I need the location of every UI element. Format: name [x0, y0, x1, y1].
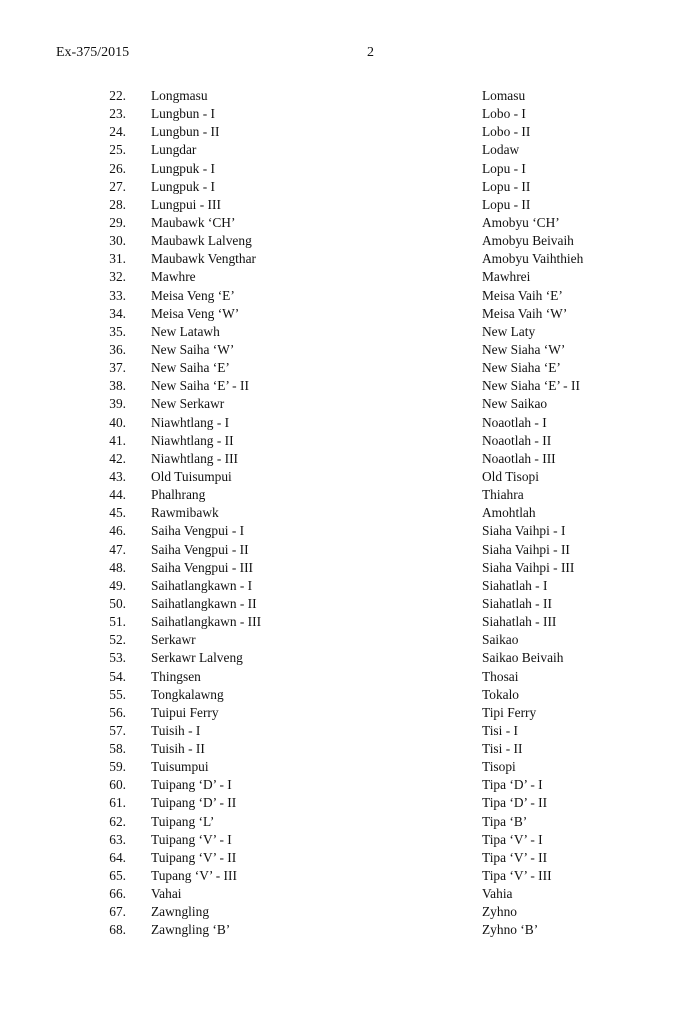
list-item [0, 395, 688, 413]
item-number: 61. [109, 795, 126, 811]
list-item [0, 123, 688, 141]
item-number: 44. [109, 487, 126, 503]
list-item [0, 649, 688, 667]
village-name: Maubawk ‘CH’ [151, 214, 236, 230]
item-number: 46. [109, 523, 126, 539]
village-name: Maubawk Lalveng [151, 233, 252, 249]
item-number: 65. [109, 868, 126, 884]
village-name: Serkawr [151, 632, 196, 648]
village-name: Tuisih - II [151, 741, 205, 757]
item-number: 60. [109, 777, 126, 793]
item-number: 48. [109, 559, 126, 575]
village-name: Niawhtlang - II [151, 432, 234, 448]
item-number: 67. [109, 904, 126, 920]
village-name: New Serkawr [151, 396, 225, 412]
list-item [0, 160, 688, 178]
list-item [0, 468, 688, 486]
item-number: 34. [109, 305, 126, 321]
item-number: 56. [109, 704, 126, 720]
village-name: Saihatlangkawn - III [151, 614, 262, 630]
village-name-equivalent: Siaha Vaihpi - III [482, 559, 575, 575]
village-name-equivalent: Meisa Vaih ‘W’ [482, 305, 568, 321]
village-name: Meisa Veng ‘W’ [151, 305, 240, 321]
list-item [0, 740, 688, 758]
page-number: 2 [367, 45, 374, 60]
village-name-equivalent: Tipi Ferry [482, 704, 537, 720]
village-name: Tuipang ‘D’ - II [151, 795, 237, 811]
village-name: Saiha Vengpui - I [151, 523, 245, 539]
item-number: 63. [109, 831, 126, 847]
item-number: 68. [109, 922, 126, 938]
list-item [0, 105, 688, 123]
village-name: Tuipang ‘V’ - I [151, 831, 232, 847]
village-name-equivalent: Noaotlah - II [482, 432, 552, 448]
list-item [0, 903, 688, 921]
village-name: Tuipang ‘L’ [151, 813, 215, 829]
village-name-equivalent: Tipa ‘V’ - III [482, 868, 552, 884]
item-number: 28. [109, 196, 126, 212]
village-name-equivalent: Lopu - II [482, 178, 531, 194]
list-item [0, 577, 688, 595]
item-number: 42. [109, 450, 126, 466]
village-name-list [0, 87, 688, 940]
list-item [0, 305, 688, 323]
item-number: 29. [109, 214, 126, 230]
item-number: 37. [109, 360, 126, 376]
village-name: Tupang ‘V’ - III [151, 868, 237, 884]
village-name-equivalent: Noaotlah - III [482, 450, 556, 466]
village-name-equivalent: Lomasu [482, 88, 526, 103]
village-name-equivalent: Siahatlah - III [482, 614, 557, 630]
item-number: 38. [109, 378, 126, 394]
list-item [0, 758, 688, 776]
village-name: Lungbun - I [151, 106, 215, 122]
list-item [0, 522, 688, 540]
item-number: 52. [109, 632, 126, 648]
item-number: 45. [109, 505, 126, 521]
list-item [0, 704, 688, 722]
list-item [0, 178, 688, 196]
village-name-equivalent: New Siaha ‘E’ - II [482, 378, 580, 394]
item-number: 57. [109, 722, 126, 738]
village-name: Lungbun - II [151, 124, 220, 140]
item-number: 22. [109, 88, 126, 103]
list-item [0, 595, 688, 613]
village-name: Niawhtlang - I [151, 414, 230, 430]
village-name-equivalent: New Siaha ‘W’ [482, 341, 566, 357]
village-name-equivalent: New Siaha ‘E’ [482, 360, 561, 376]
list-item [0, 377, 688, 395]
item-number: 59. [109, 759, 126, 775]
village-name: Lungdar [151, 142, 197, 158]
list-item [0, 323, 688, 341]
list-item [0, 450, 688, 468]
list-item [0, 794, 688, 812]
village-name-equivalent: Old Tisopi [482, 468, 539, 484]
item-number: 47. [109, 541, 126, 557]
village-name-equivalent: New Laty [482, 323, 536, 339]
village-name: Zawngling ‘B’ [151, 922, 231, 938]
list-item [0, 196, 688, 214]
list-item [0, 613, 688, 631]
list-item [0, 486, 688, 504]
list-item [0, 341, 688, 359]
village-name: Meisa Veng ‘E’ [151, 287, 235, 303]
village-name-equivalent: Lobo - II [482, 124, 531, 140]
village-name: Tuipui Ferry [151, 704, 219, 720]
list-item [0, 631, 688, 649]
list-item [0, 414, 688, 432]
item-number: 33. [109, 287, 126, 303]
village-name-equivalent: Thosai [482, 668, 519, 684]
village-name: Rawmibawk [151, 505, 219, 521]
item-number: 58. [109, 741, 126, 757]
village-name-equivalent: Zyhno [482, 904, 517, 920]
village-name-equivalent: Vahia [482, 886, 513, 902]
list-item [0, 214, 688, 232]
item-number: 32. [109, 269, 126, 285]
village-name-equivalent: Lopu - I [482, 160, 526, 176]
village-name-equivalent: Tisi - I [482, 722, 518, 738]
village-name: Saihatlangkawn - II [151, 595, 257, 611]
item-number: 54. [109, 668, 126, 684]
village-name-equivalent: Lopu - II [482, 196, 531, 212]
village-name-equivalent: Tipa ‘D’ - I [482, 777, 543, 793]
village-name-equivalent: Siahatlah - II [482, 595, 552, 611]
village-name: Vahai [151, 886, 182, 902]
village-name: Saihatlangkawn - I [151, 577, 253, 593]
village-name: Maubawk Vengthar [151, 251, 256, 267]
item-number: 39. [109, 396, 126, 412]
village-name: New Saiha ‘E’ [151, 360, 230, 376]
village-name: Saiha Vengpui - II [151, 541, 249, 557]
village-name-equivalent: Siaha Vaihpi - II [482, 541, 570, 557]
item-number: 55. [109, 686, 126, 702]
village-name: Lungpui - III [151, 196, 221, 212]
item-number: 51. [109, 614, 126, 630]
item-number: 53. [109, 650, 126, 666]
village-name-equivalent: Noaotlah - I [482, 414, 547, 430]
village-name: Tuisih - I [151, 722, 201, 738]
list-item [0, 141, 688, 159]
village-name-equivalent: Saikao [482, 632, 519, 648]
village-name-equivalent: Amobyu Vaihthieh [482, 251, 584, 267]
village-name: Saiha Vengpui - III [151, 559, 254, 575]
list-item [0, 541, 688, 559]
village-name-equivalent: Tisi - II [482, 741, 523, 757]
list-item [0, 921, 688, 939]
list-item [0, 232, 688, 250]
village-name: Tuisumpui [151, 759, 209, 775]
item-number: 26. [109, 160, 126, 176]
village-name-equivalent: Thiahra [482, 487, 524, 503]
item-number: 25. [109, 142, 126, 158]
village-name: Niawhtlang - III [151, 450, 239, 466]
village-name-equivalent: Amobyu Beivaih [482, 233, 574, 249]
list-item [0, 722, 688, 740]
village-name-equivalent: Amobyu ‘CH’ [482, 214, 560, 230]
village-name-equivalent: Tipa ‘V’ - I [482, 831, 543, 847]
village-name: Longmasu [151, 88, 208, 103]
item-number: 30. [109, 233, 126, 249]
village-name: Tongkalawng [151, 686, 224, 702]
list-item [0, 885, 688, 903]
village-name-equivalent: Lodaw [482, 142, 520, 158]
village-name-equivalent: Zyhno ‘B’ [482, 922, 539, 938]
item-number: 62. [109, 813, 126, 829]
village-name-equivalent: Tokalo [482, 686, 519, 702]
village-name: Phalhrang [151, 487, 206, 503]
list-item [0, 776, 688, 794]
village-name-equivalent: Mawhrei [482, 269, 531, 285]
village-name: New Latawh [151, 323, 220, 339]
item-number: 49. [109, 577, 126, 593]
item-number: 40. [109, 414, 126, 430]
item-number: 31. [109, 251, 126, 267]
village-name: Lungpuk - I [151, 160, 215, 176]
village-name: Zawngling [151, 904, 210, 920]
list-item [0, 867, 688, 885]
item-number: 43. [109, 468, 126, 484]
village-name: Tuipang ‘V’ - II [151, 849, 237, 865]
village-name: New Saiha ‘E’ - II [151, 378, 249, 394]
item-number: 64. [109, 849, 126, 865]
village-name-equivalent: Siahatlah - I [482, 577, 548, 593]
list-item [0, 250, 688, 268]
village-name: Mawhre [151, 269, 196, 285]
item-number: 35. [109, 323, 126, 339]
list-item [0, 504, 688, 522]
list-item [0, 359, 688, 377]
item-number: 36. [109, 341, 126, 357]
list-item [0, 686, 688, 704]
village-name-equivalent: Tipa ‘B’ [482, 813, 528, 829]
village-name: Tuipang ‘D’ - I [151, 777, 232, 793]
list-item [0, 668, 688, 686]
item-number: 66. [109, 886, 126, 902]
village-name-equivalent: Siaha Vaihpi - I [482, 523, 566, 539]
list-item [0, 87, 688, 105]
village-name-equivalent: Tisopi [482, 759, 516, 775]
list-item [0, 432, 688, 450]
village-name-equivalent: Amohtlah [482, 505, 536, 521]
village-name-equivalent: Lobo - I [482, 106, 526, 122]
list-item [0, 849, 688, 867]
list-item [0, 559, 688, 577]
list-item [0, 287, 688, 305]
list-item [0, 268, 688, 286]
village-name: Serkawr Lalveng [151, 650, 243, 666]
village-name-equivalent: Tipa ‘D’ - II [482, 795, 548, 811]
village-name: Thingsen [151, 668, 201, 684]
village-name-equivalent: New Saikao [482, 396, 548, 412]
item-number: 23. [109, 106, 126, 122]
village-name: New Saiha ‘W’ [151, 341, 235, 357]
village-name-equivalent: Saikao Beivaih [482, 650, 564, 666]
item-number: 41. [109, 432, 126, 448]
village-name-equivalent: Meisa Vaih ‘E’ [482, 287, 563, 303]
village-name-equivalent: Tipa ‘V’ - II [482, 849, 548, 865]
village-name: Old Tuisumpui [151, 468, 232, 484]
item-number: 27. [109, 178, 126, 194]
item-number: 24. [109, 124, 126, 140]
document-reference: Ex-375/2015 [56, 45, 130, 60]
list-item [0, 813, 688, 831]
list-item [0, 831, 688, 849]
item-number: 50. [109, 595, 126, 611]
village-name: Lungpuk - I [151, 178, 215, 194]
